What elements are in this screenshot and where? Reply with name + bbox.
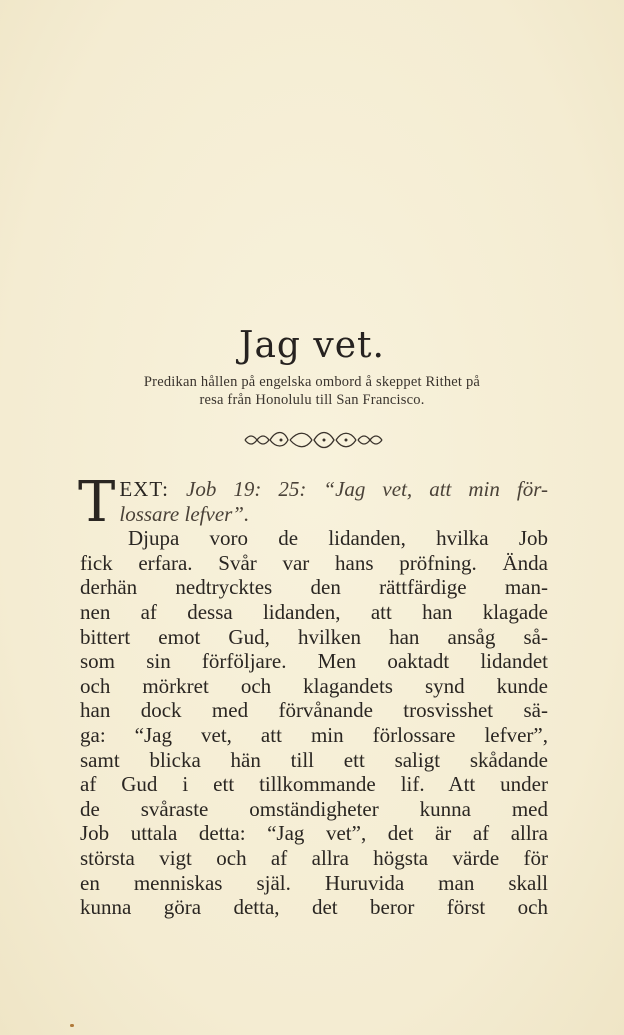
paper-speck [70, 1024, 74, 1027]
scripture-quote-start: “Jag vet, att min för- [323, 477, 548, 501]
paragraph-line: kunna göra detta, det beror först och [80, 895, 548, 920]
paragraph-line: Job uttala detta: “Jag vet”, det är af allra [80, 821, 548, 846]
paragraph-line: och mörkret och klagandets synd kunde [80, 673, 548, 698]
paragraph-line: ga: “Jag vet, att min förlossare lefver”, [80, 722, 548, 747]
drop-cap: T [78, 470, 116, 535]
page-title: Jag vet. [239, 325, 385, 366]
scripture-quote-end: lossare lefver”. [119, 501, 250, 526]
text-heading [78, 470, 548, 535]
subtitle [80, 373, 544, 409]
paragraph-line: bittert emot Gud, hvilken han ansåg så- [80, 624, 548, 649]
paragraph [80, 526, 548, 920]
paragraph-line: derhän nedtrycktes den rättfärdige man- [80, 575, 548, 600]
text-label: EXT: [119, 477, 169, 501]
sermon-body [78, 470, 548, 920]
paragraph-line: fick erfara. Svår var hans pröfning. Ända [80, 550, 548, 575]
scripture-reference: Job 19: 25: [186, 477, 307, 501]
subtitle-line-1: Predikan hållen på engelska ombord å skeppet Rithet på [143, 374, 481, 390]
paragraph-line: Djupa voro de lidanden, hvilka Job [128, 526, 548, 551]
paragraph-line: en menniskas själ. Huruvida man skall [80, 870, 548, 895]
paragraph-line: nen af dessa lidanden, att han klagade [80, 599, 548, 624]
paragraph-line: samt blicka hän till ett saligt skådande [80, 747, 548, 772]
paragraph-line: de svåraste omständigheter kunna med [80, 796, 548, 821]
paragraph-line: som sin förföljare. Men oaktadt lidandet [80, 649, 548, 674]
paragraph-line: af Gud i ett tillkommande lif. Att under [80, 772, 548, 797]
subtitle-line-2: resa från Honolulu till San Francisco. [199, 392, 425, 408]
paragraph-line: han dock med förvånande trosvisshet sä- [80, 698, 548, 723]
paragraph-line: största vigt och af allra högsta värde för [80, 845, 548, 870]
ornament-divider [240, 428, 390, 452]
